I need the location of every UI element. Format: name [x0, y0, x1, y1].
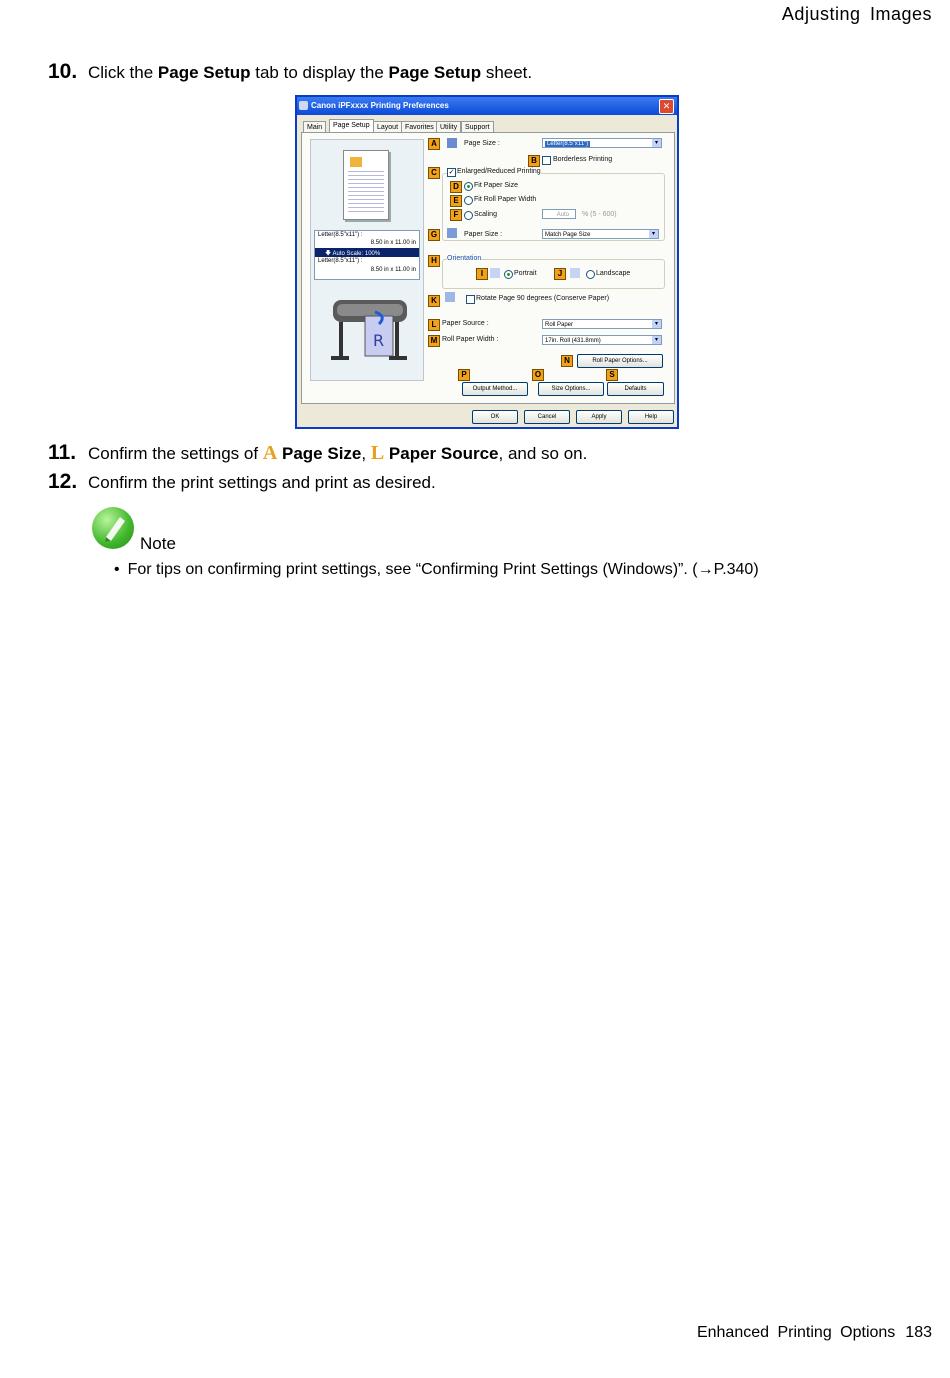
page-size-label: Page Size : [464, 140, 500, 147]
step-text: Click the [88, 63, 158, 82]
rotate-page-icon [445, 292, 455, 302]
callout-p: P [458, 369, 470, 381]
page-preview-thumbnail [343, 150, 389, 220]
landscape-icon [570, 268, 580, 278]
callout-j: J [554, 268, 566, 280]
info-text: 🡇 Auto Scale: 100% [325, 251, 381, 257]
page-setup-panel [301, 132, 675, 404]
step-bold: Page Size [282, 444, 362, 463]
callout-f: F [450, 209, 462, 221]
auto-scale-row [315, 248, 419, 257]
callout-g: G [428, 229, 440, 241]
callout-k: K [428, 295, 440, 307]
callout-ref-l: L [370, 442, 385, 464]
rotate-label: Rotate Page 90 degrees (Conserve Paper) [476, 295, 610, 302]
callout-e: E [450, 195, 462, 207]
paper-size-value: Match Page Size [545, 232, 591, 238]
roll-width-select[interactable] [542, 335, 662, 345]
note-bullet [114, 561, 759, 579]
enlarged-checkbox[interactable]: ✓ [448, 169, 455, 176]
page-size-value: Letter(8.5"x11") [547, 141, 589, 147]
tab-page-setup[interactable]: Page Setup [329, 119, 374, 133]
step-text: , and so on. [498, 444, 588, 463]
step-10 [48, 61, 532, 84]
info-text: 8.50 in x 11.00 in [370, 267, 416, 273]
paper-size-label: Paper Size : [464, 231, 503, 238]
borderless-checkbox[interactable] [542, 156, 551, 165]
large-format-printer-icon [327, 286, 411, 368]
paper-source-select[interactable] [542, 319, 662, 329]
chevron-down-icon: ▾ [652, 139, 661, 147]
fit-paper-radio[interactable] [464, 182, 473, 191]
bullet-dot: • [114, 561, 120, 578]
chevron-down-icon: ▾ [652, 320, 661, 328]
ok-button[interactable]: OK [472, 410, 518, 424]
dialog-titlebar [297, 97, 677, 115]
info-text: 8.50 in x 11.00 in [370, 240, 416, 246]
callout-b: B [528, 155, 540, 167]
callout-h: H [428, 255, 440, 267]
tab-layout[interactable]: Layout [373, 121, 402, 133]
paper-size-select[interactable] [542, 229, 659, 239]
page-footer [697, 1324, 932, 1342]
callout-o: O [532, 369, 544, 381]
scaling-radio[interactable] [464, 211, 473, 220]
portrait-label: Portrait [514, 270, 537, 277]
step-number: 10. [48, 60, 78, 83]
roll-width-value: 17in. Roll (431.8mm) [545, 338, 601, 344]
info-text: Letter(8.5"x11") : [318, 232, 363, 238]
printer-app-icon [299, 101, 308, 110]
step-bold: Page Setup [388, 63, 482, 82]
tab-favorites[interactable]: Favorites [401, 121, 438, 133]
landscape-label: Landscape [596, 270, 631, 277]
step-bold: Page Setup [157, 63, 251, 82]
callout-i: I [476, 268, 488, 280]
chevron-down-icon: ▾ [652, 336, 661, 344]
rotate-checkbox[interactable] [466, 295, 475, 304]
enlarged-label: Enlarged/Reduced Printing [457, 168, 541, 175]
scaling-range: % (5 - 600) [582, 211, 617, 218]
output-method-button[interactable]: Output Method... [462, 382, 528, 396]
step-number: 11. [48, 441, 77, 464]
tab-utility[interactable]: Utility [436, 121, 461, 133]
step-text: Confirm the settings of [88, 444, 263, 463]
apply-button[interactable]: Apply [576, 410, 622, 424]
step-12 [48, 471, 436, 494]
step-text: tab to display the [250, 63, 389, 82]
fit-roll-label: Fit Roll Paper Width [474, 196, 537, 203]
page-size-select[interactable] [542, 138, 662, 148]
pencil-note-icon [92, 507, 134, 549]
step-text: sheet. [481, 63, 533, 82]
footer-section: Enhanced Printing Options [696, 1324, 896, 1341]
fit-roll-radio[interactable] [464, 196, 473, 205]
callout-n: N [561, 355, 573, 367]
page-size-icon [447, 138, 457, 148]
callout-m: M [428, 335, 440, 347]
landscape-radio[interactable] [586, 270, 595, 279]
paper-size-icon [447, 228, 457, 238]
image-icon [350, 157, 362, 167]
callout-l: L [428, 319, 440, 331]
paper-source-label: Paper Source : [442, 320, 489, 327]
fit-paper-label: Fit Paper Size [474, 182, 518, 189]
portrait-radio[interactable] [504, 270, 513, 279]
info-text: Letter(8.5"x11") : [318, 258, 363, 264]
step-text: Confirm the print settings and print as desired. [88, 473, 436, 492]
orientation-label: Orientation [447, 255, 482, 262]
step-number: 12. [48, 470, 78, 493]
step-11 [48, 442, 587, 465]
scaling-input[interactable]: Auto [542, 209, 576, 219]
callout-d: D [450, 181, 462, 193]
callout-c: C [428, 167, 440, 179]
dialog-title: Canon iPFxxxx Printing Preferences [311, 101, 449, 110]
callout-ref-a: A [262, 442, 278, 464]
roll-width-label: Roll Paper Width : [442, 336, 499, 343]
callout-a: A [428, 138, 440, 150]
defaults-button[interactable]: Defaults [607, 382, 664, 396]
paper-source-value: Roll Paper [545, 322, 574, 328]
callout-s: S [606, 369, 618, 381]
tab-main[interactable]: Main [303, 121, 326, 133]
page-header-title: Adjusting Images [781, 4, 932, 24]
printing-preferences-dialog [295, 95, 679, 429]
svg-text:R: R [373, 331, 385, 350]
tab-support[interactable]: Support [461, 121, 494, 133]
scaling-label: Scaling [474, 211, 497, 218]
borderless-label: Borderless Printing [553, 156, 613, 163]
cancel-button[interactable]: Cancel [524, 410, 570, 424]
portrait-icon [490, 268, 500, 278]
chevron-down-icon: ▾ [649, 230, 658, 238]
size-info-box [314, 230, 420, 280]
note-text: For tips on confirming print settings, see “Confirming Print Settings (Windows)”. (→P.340) [127, 561, 759, 578]
note-label: Note [140, 534, 176, 553]
close-icon[interactable]: ✕ [659, 99, 674, 114]
preview-pane [310, 139, 424, 381]
page-number: 183 [905, 1324, 932, 1341]
help-button[interactable]: Help [628, 410, 674, 424]
roll-paper-options-button[interactable]: Roll Paper Options... [577, 354, 663, 368]
step-bold: Paper Source [388, 444, 499, 463]
size-options-button[interactable]: Size Options... [538, 382, 604, 396]
step-text: , [361, 444, 371, 463]
